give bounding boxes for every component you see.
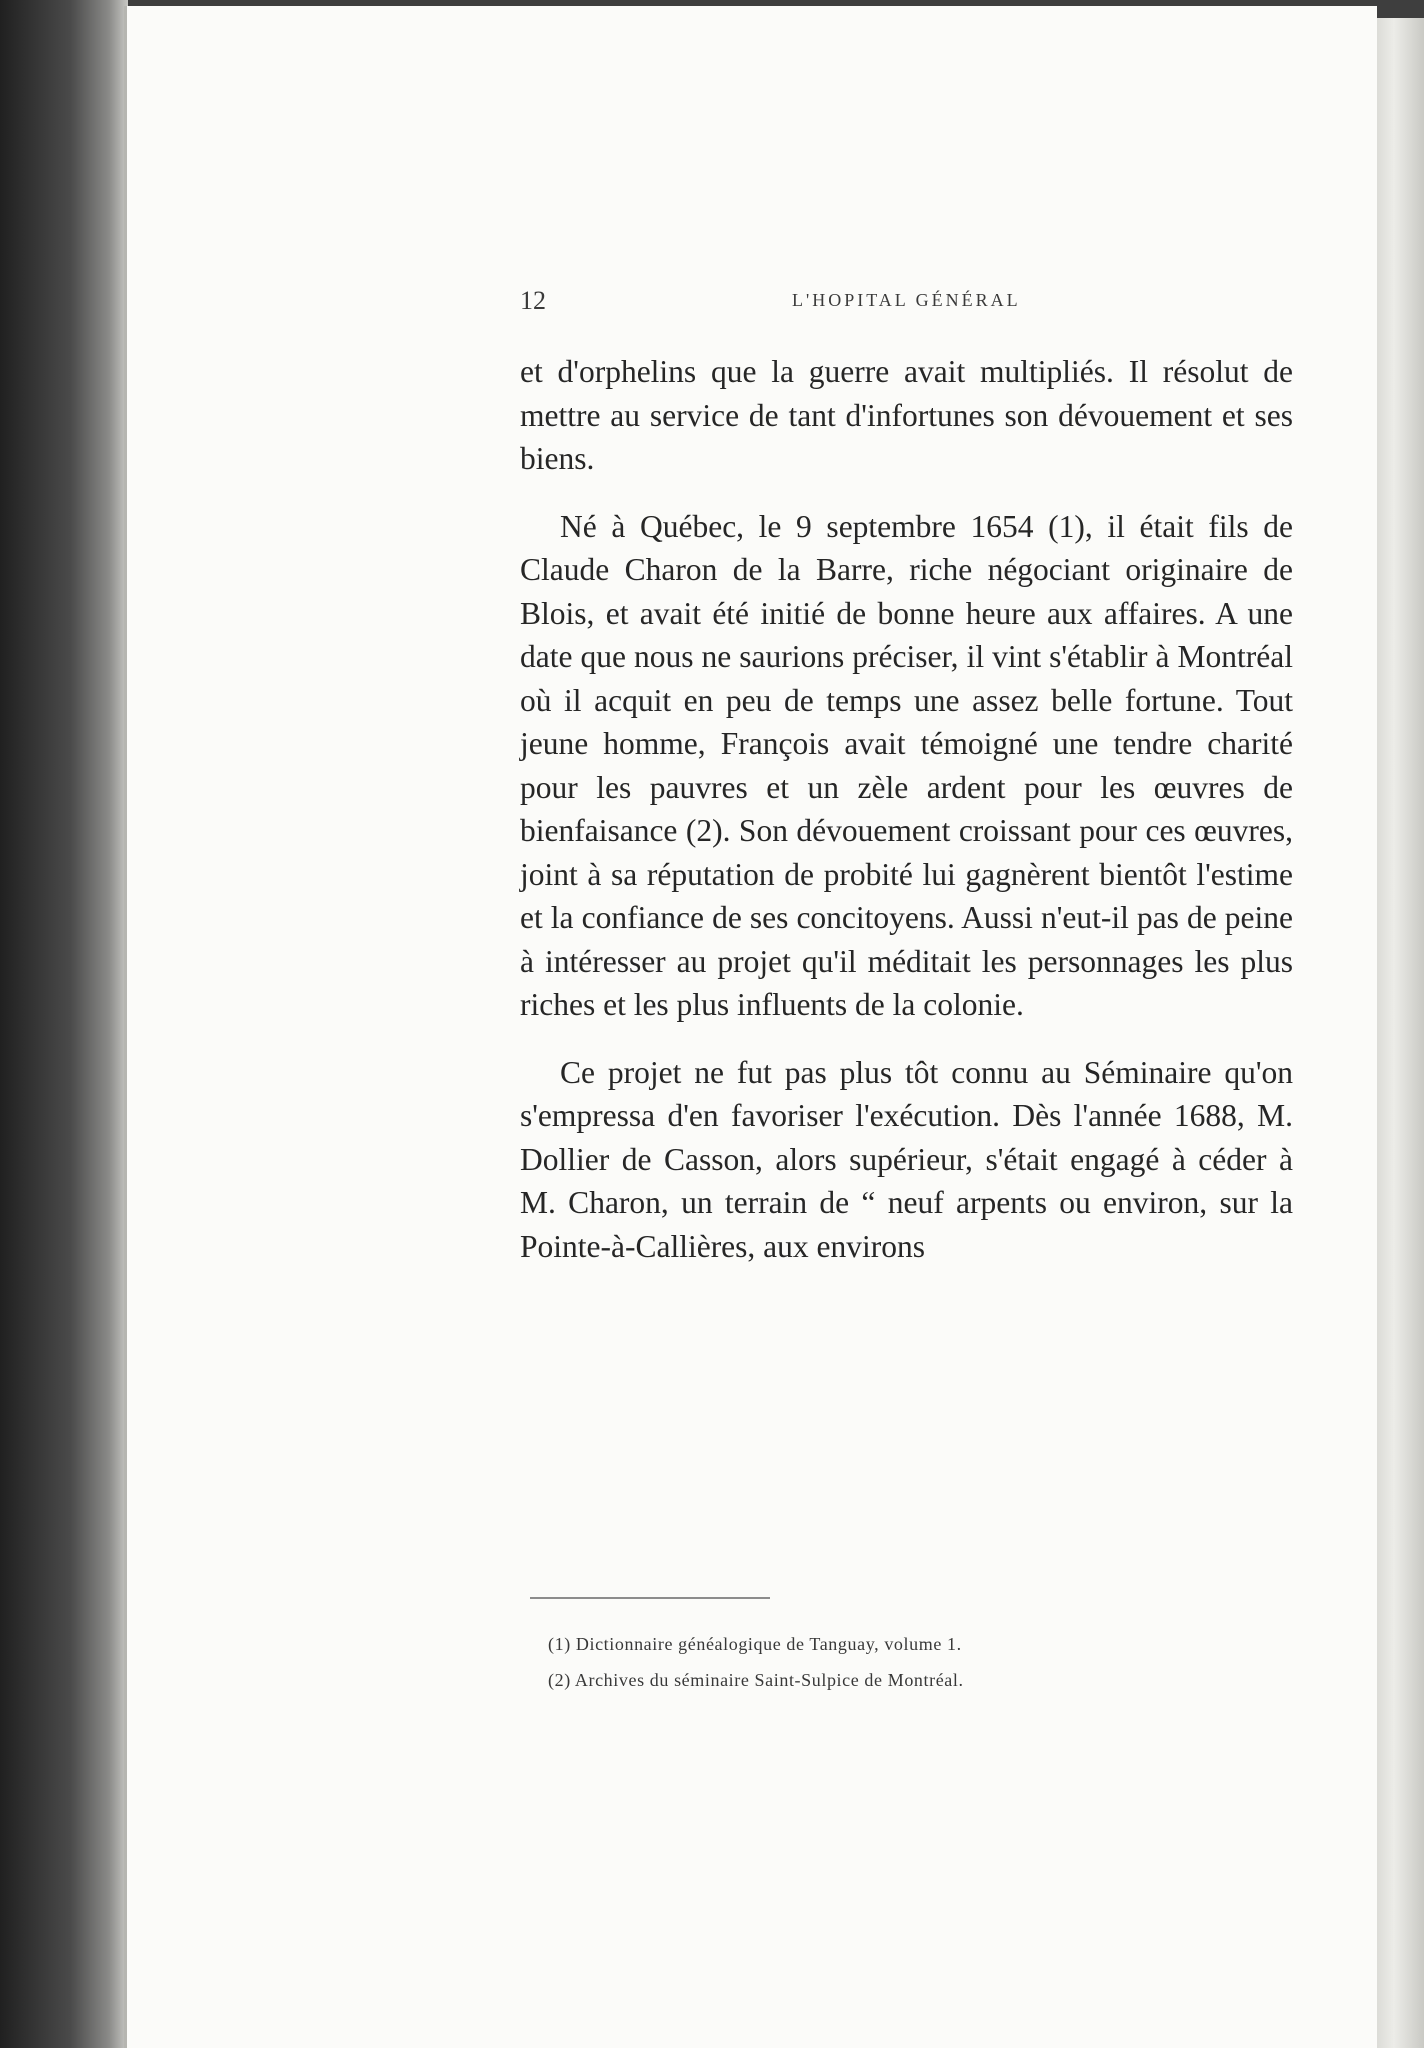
footnote-divider: [530, 1597, 770, 1599]
page-header: [520, 286, 1300, 316]
page-number: 12: [520, 286, 546, 315]
footnote: (2) Archives du séminaire Saint-Sulpice de Montréal.: [548, 1670, 964, 1690]
footnote: (1) Dictionnaire généalogique de Tanguay, volume 1.: [548, 1634, 962, 1654]
scan-background: [0, 0, 128, 2048]
page-edge: [1374, 18, 1424, 2048]
paragraph: Ce projet ne fut pas plus tôt connu au Séminaire qu'on s'empressa d'en favoriser l'exécution. Dès l'année 1688, M. Dollier de Casson, alors supérieur, s'était engagé à céder à M. Charon, un terrain de “ neuf arpents ou environ, sur la Pointe-à-Callières, aux environs: [520, 1054, 1293, 1264]
running-head: L'HOPITAL GÉNÉRAL: [792, 290, 1021, 310]
paragraph: Né à Québec, le 9 septembre 1654 (1), il était fils de Claude Charon de la Barre, riche négociant originaire de Blois, et avait été initié de bonne heure aux affaires. A une date que nous ne saurions préciser, il vint s'établir à Montréal où il acquit en peu de temps une assez belle fortune. Tout jeune homme, François avait témoigné une tendre charité pour les pauvres et un zèle ardent pour les œuvres de bienfaisance (2). Son dévouement croissant pour ces œuvres, joint à sa réputation de probité lui gagnèrent bientôt l'estime et la confiance de ses concitoyens. Aussi n'eut-il pas de peine à intéresser au projet qu'il méditait les personnages les plus riches et les plus influents de la colonie.: [520, 508, 1293, 1022]
body-text: [520, 350, 1293, 1292]
paragraph: et d'orphelins que la guerre avait multipliés. Il résolut de mettre au service de tant d'infortunes son dévouement et ses biens.: [520, 354, 1293, 476]
footnotes: [548, 1626, 1288, 1698]
